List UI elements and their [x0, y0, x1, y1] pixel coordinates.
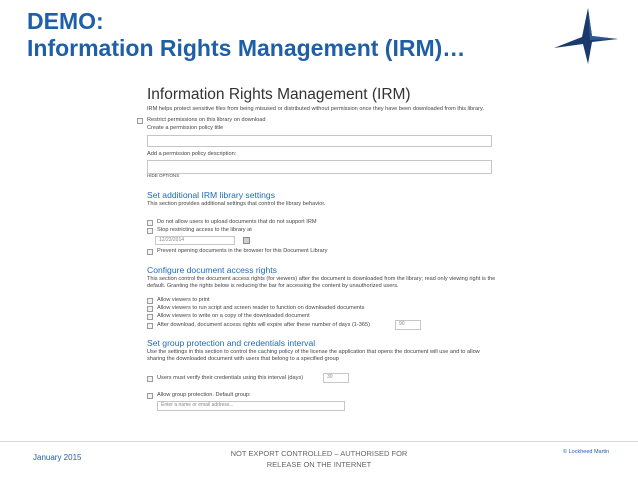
- calendar-icon[interactable]: [243, 237, 250, 244]
- slide-title-line1: DEMO:: [27, 8, 104, 34]
- allow-print-label: Allow viewers to print: [157, 297, 210, 303]
- no-upload-label: Do not allow users to upload documents that do not support IRM: [157, 219, 317, 225]
- footer-notice-line2: RELEASE ON THE INTERNET: [266, 460, 372, 469]
- allow-write-label: Allow viewers to write on a copy of the downloaded document: [157, 313, 310, 319]
- access-rights-heading: Configure document access rights: [147, 265, 277, 275]
- slide-title-line2: Information Rights Management (IRM)…: [27, 35, 466, 61]
- footer-date: January 2015: [33, 453, 82, 462]
- group-protection-heading: Set group protection and credentials interval: [147, 338, 316, 348]
- hide-options-link[interactable]: HIDE OPTIONS: [147, 173, 180, 178]
- group-protection-checkbox[interactable]: [147, 393, 153, 399]
- footer-export-notice: [214, 448, 424, 470]
- stop-restricting-label: Stop restricting access to the library at: [157, 227, 252, 233]
- restrict-permissions-label: Restrict permissions on this library on download: [147, 117, 266, 123]
- stop-restricting-checkbox[interactable]: [147, 228, 153, 234]
- additional-settings-heading: Set additional IRM library settings: [147, 190, 276, 200]
- access-rights-desc: This section control the document access rights (for viewers) after the document is downloaded from the library; read only viewing right is the default. Granting the rights below is reducing the bar for accessing the content by unauthorized users.: [147, 276, 496, 290]
- no-upload-checkbox[interactable]: [147, 220, 153, 226]
- allow-script-label: Allow viewers to run script and screen reader to function on downloaded documents: [157, 305, 365, 311]
- stop-date-input[interactable]: 12/23/2014: [155, 236, 235, 245]
- slide-title: [27, 8, 465, 62]
- expire-rights-checkbox[interactable]: [147, 323, 153, 329]
- allow-write-checkbox[interactable]: [147, 314, 153, 320]
- footer-copyright: © Lockheed Martin: [563, 449, 610, 455]
- policy-title-input[interactable]: [147, 135, 492, 147]
- policy-description-input[interactable]: [147, 160, 492, 174]
- additional-settings-desc: This section provides additional settings that control the library behavior.: [147, 201, 326, 207]
- prevent-browser-label: Prevent opening documents in the browser for this Document Library: [157, 248, 328, 254]
- verify-credentials-checkbox[interactable]: [147, 376, 153, 382]
- expire-rights-label: After download, document access rights will expire after these number of days (1-365): [157, 322, 370, 328]
- policy-title-label: Create a permission policy title: [147, 125, 224, 131]
- policy-description-label: Add a permission policy description:: [147, 151, 237, 157]
- expire-days-input[interactable]: 90: [395, 320, 421, 330]
- footer-notice-line1: NOT EXPORT CONTROLLED – AUTHORISED FOR: [230, 449, 408, 458]
- prevent-browser-checkbox[interactable]: [147, 249, 153, 255]
- restrict-permissions-checkbox[interactable]: [137, 118, 143, 124]
- group-protection-desc: Use the settings in this section to control the caching policy of the license the application that opens the document will use and to allow sharing the downloaded document with users that belong to a specified group: [147, 349, 480, 363]
- footer-divider: [0, 441, 638, 442]
- allow-print-checkbox[interactable]: [147, 298, 153, 304]
- irm-subtitle: IRM helps protect sensitive files from being misused or distributed without permission once they have been downloaded from this library.: [147, 106, 484, 112]
- irm-page-title: Information Rights Management (IRM): [147, 86, 411, 103]
- default-group-input[interactable]: Enter a name or email address...: [157, 401, 345, 411]
- allow-script-checkbox[interactable]: [147, 306, 153, 312]
- lockheed-star-icon: [548, 6, 620, 68]
- irm-settings-screenshot: [135, 86, 507, 426]
- group-protection-label: Allow group protection. Default group:: [157, 392, 251, 398]
- verify-days-input[interactable]: 30: [323, 373, 349, 383]
- verify-credentials-label: Users must verify their credentials using this interval (days): [157, 375, 304, 381]
